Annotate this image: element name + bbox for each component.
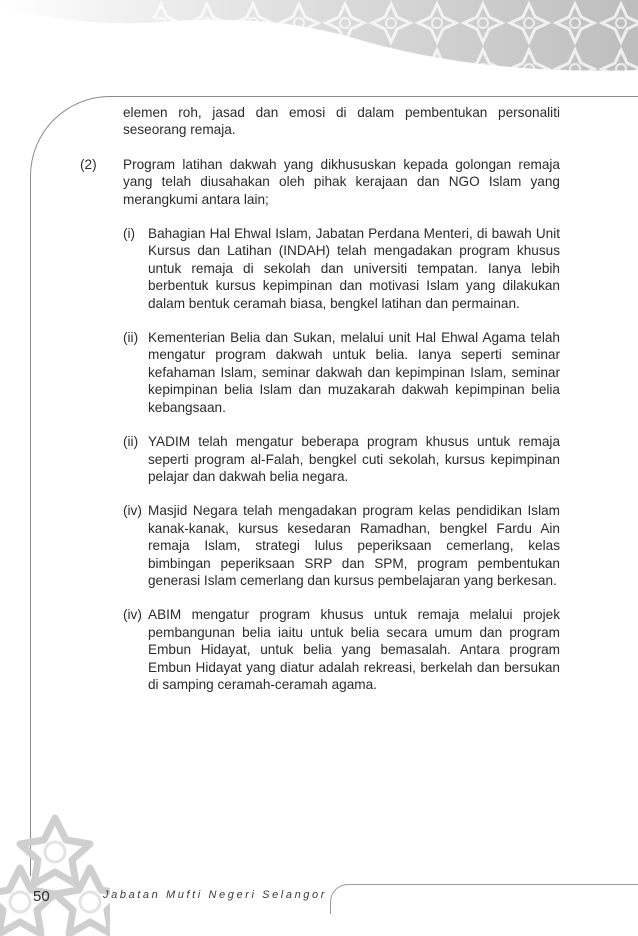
list-item-number: (ii) [123,330,139,346]
footer-publisher-name: Jabatan Mufti Negeri Selangor [103,889,327,901]
list-item-number: (iv) [123,503,142,519]
document-body [80,104,560,710]
list-item-number: (i) [123,226,136,242]
list-item-text: YADIM telah mengatur beberapa program khusus untuk remaja seperti program al-Falah, bengkel cuti sekolah, kursus kepimpinan pelajar dan dakwah belia negara. [148,434,560,484]
paragraph-text: Program latihan dakwah yang dikhususkan kepada golongan remaja yang telah diusahakan oleh pihak kerajaan dan NGO Islam yang merangkumi antara lain; [123,156,560,207]
list-item-text: ABIM mengatur program khusus untuk remaja melalui projek pembangunan belia iaitu untuk belia secara umum dan program Embun Hidayat, untuk belia yang bemasalah. Antara program Embun Hidayat yang diatur adalah rekreasi, berkelah dan bersukan di samping ceramah-ceramah agama. [148,607,560,692]
footer-divider [330,884,638,914]
footer-star-ornament [0,808,110,936]
list-item-number: (iv) [123,607,142,623]
list-item-number: (ii) [123,434,139,450]
list-item-text: Masjid Negara telah mengadakan program kelas pendidikan Islam kanak-kanak, kursus kesedaran Ramadhan, bengkel Fardu Ain remaja Islam, strategi lulus peperiksaan cemerlang, kelas bimbingan peperiksaan SRP dan SPM, program pembentukan generasi Islam cemerlang dan kursus pembelajaran yang berkesan. [148,503,560,588]
list-item [123,433,560,485]
list-item [123,225,560,312]
numbered-paragraph [80,156,560,208]
paragraph-number: (2) [80,156,97,172]
list-item-text: Bahagian Hal Ehwal Islam, Jabatan Perdana Menteri, di bawah Unit Kursus dan Latihan (INDAH) telah mengadakan program khusus untuk remaja di sekolah dan universiti tempatan. Ianya lebih berbentuk kursus kepimpinan dan motivasi Islam yang dilakukan dalam bentuk ceramah biasa, bengkel latihan dan permainan. [148,226,560,311]
list-item-text: Kementerian Belia dan Sukan, melalui unit Hal Ehwal Agama telah mengatur program dakwah untuk belia. Ianya seperti seminar kefahaman Islam, seminar dakwah dan kepimpinan Islam, seminar kepimpinan belia Islam dan muzakarah dakwah kepimpinan belia kebangsaan. [148,330,560,415]
paragraph-continuation: elemen roh, jasad dan emosi di dalam pembentukan personaliti seseorang remaja. [123,105,560,138]
list-item [123,329,560,416]
list-item [123,502,560,589]
page-number: 50 [33,888,50,905]
list-item [123,606,560,693]
